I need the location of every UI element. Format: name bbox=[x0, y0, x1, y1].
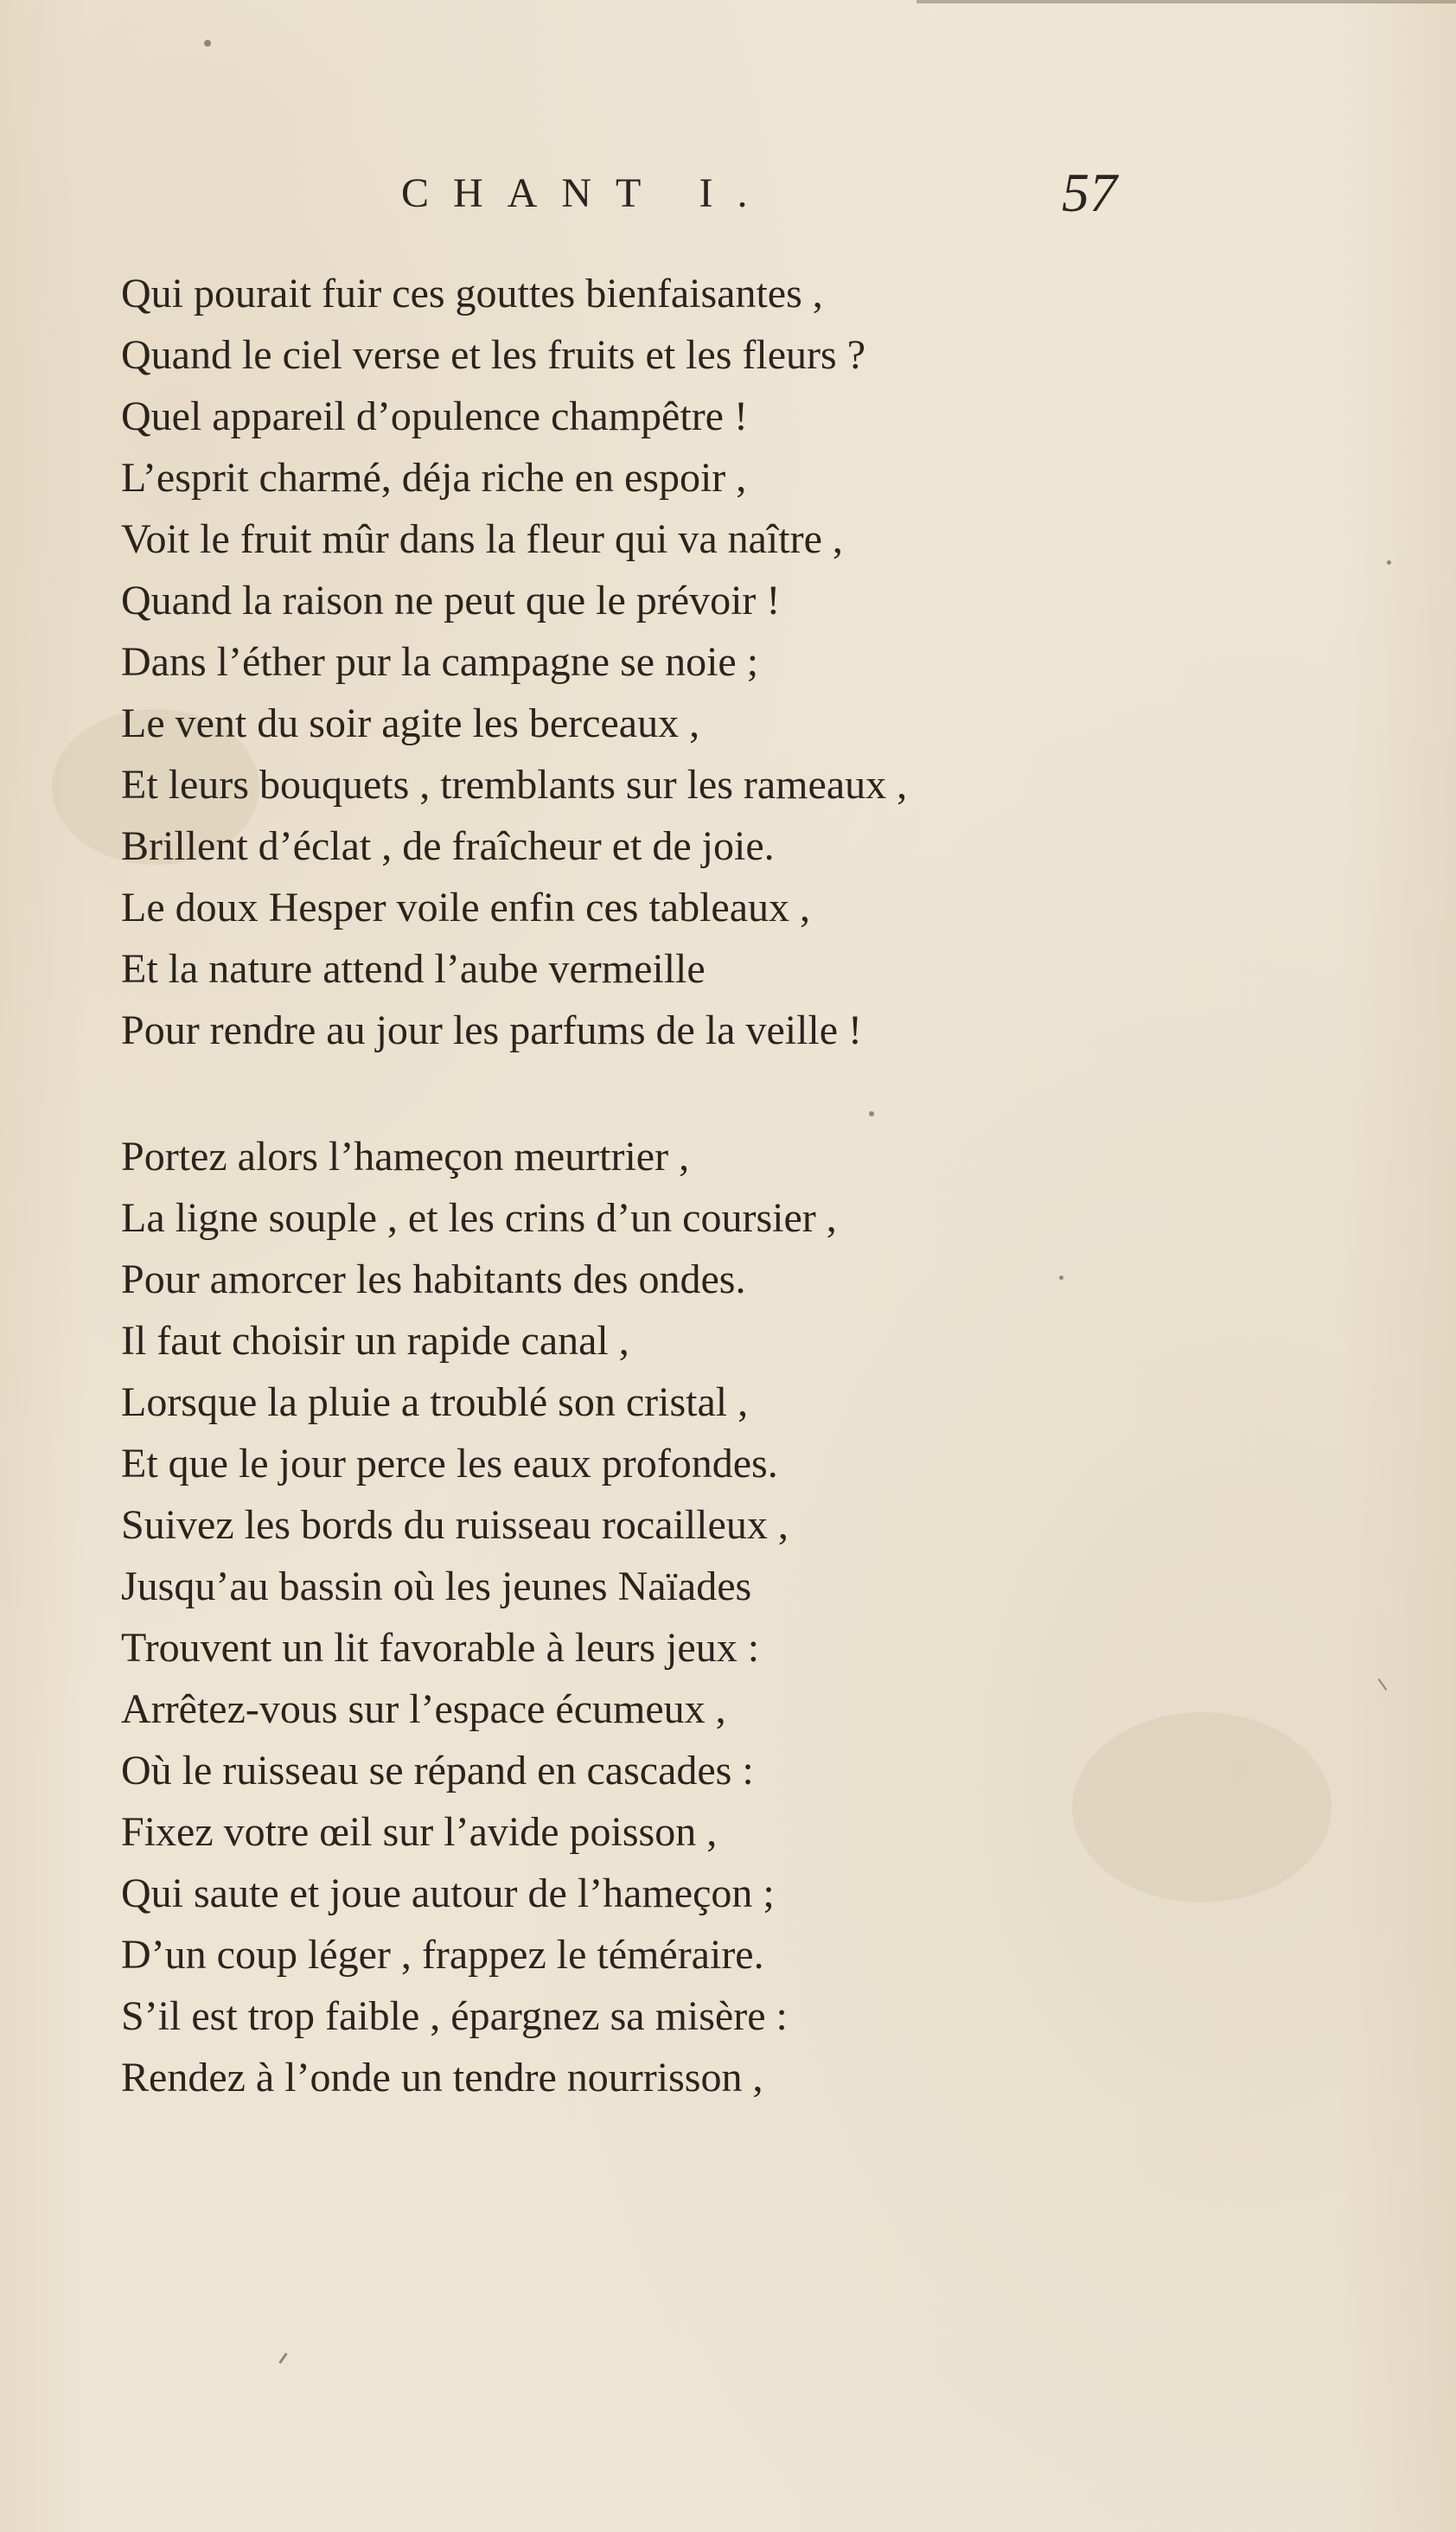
verse-line: Voit le fruit mûr dans la fleur qui va naître , bbox=[121, 516, 843, 562]
verse-line: Quand la raison ne peut que le prévoir ! bbox=[121, 578, 781, 623]
verse-line: Qui pourait fuir ces gouttes bienfaisantes , bbox=[121, 271, 823, 316]
stanza-1 bbox=[121, 263, 907, 1061]
verse-line: Arrêtez-vous sur l’espace écumeux , bbox=[121, 1686, 726, 1732]
verse-line: Fixez votre œil sur l’avide poisson , bbox=[121, 1809, 718, 1855]
verse-line: Lorsque la pluie a troublé son cristal , bbox=[121, 1379, 749, 1425]
verse-line: Et que le jour perce les eaux profondes. bbox=[121, 1441, 778, 1487]
verse-line: La ligne souple , et les crins d’un coursier , bbox=[121, 1195, 837, 1241]
top-edge-rule bbox=[916, 0, 1456, 3]
verse-line: D’un coup léger , frappez le téméraire. bbox=[121, 1932, 764, 1978]
verse-line: Et la nature attend l’aube vermeille bbox=[121, 946, 706, 992]
ink-speck bbox=[204, 40, 211, 47]
stanza-2 bbox=[121, 1126, 837, 2108]
ink-speck bbox=[1387, 560, 1391, 565]
verse-line: Pour rendre au jour les parfums de la veille ! bbox=[121, 1007, 863, 1053]
verse-line: Où le ruisseau se répand en cascades : bbox=[121, 1748, 754, 1794]
verse-line: Trouvent un lit favorable à leurs jeux : bbox=[121, 1625, 760, 1671]
verse-line: Quand le ciel verse et les fruits et les fleurs ? bbox=[121, 332, 865, 378]
verse-line: Portez alors l’hameçon meurtrier , bbox=[121, 1134, 690, 1180]
ink-speck bbox=[1378, 1678, 1388, 1691]
verse-line: Il faut choisir un rapide canal , bbox=[121, 1318, 629, 1364]
ink-speck bbox=[869, 1111, 874, 1116]
ink-speck bbox=[278, 2352, 287, 2363]
verse-line: Rendez à l’onde un tendre nourrisson , bbox=[121, 2055, 763, 2100]
verse-line: Suivez les bords du ruisseau rocailleux , bbox=[121, 1502, 789, 1548]
verse-line: Le vent du soir agite les berceaux , bbox=[121, 700, 700, 746]
ink-speck bbox=[1059, 1276, 1063, 1280]
page-number: 57 bbox=[1062, 162, 1117, 223]
verse-line: Jusqu’au bassin où les jeunes Naïades bbox=[121, 1563, 752, 1609]
verse-line: L’esprit charmé, déja riche en espoir , bbox=[121, 455, 747, 501]
verse-line: Qui saute et joue autour de l’hameçon ; bbox=[121, 1870, 775, 1916]
verse-line: S’il est trop faible , épargnez sa misère : bbox=[121, 1993, 788, 2039]
verse-line: Quel appareil d’opulence champêtre ! bbox=[121, 393, 748, 439]
paper-stain bbox=[1072, 1712, 1331, 1902]
verse-line: Dans l’éther pur la campagne se noie ; bbox=[121, 639, 759, 685]
verse-line: Et leurs bouquets , tremblants sur les rameaux , bbox=[121, 762, 908, 808]
verse-line: Le doux Hesper voile enfin ces tableaux , bbox=[121, 885, 811, 930]
verse-line: Brillent d’éclat , de fraîcheur et de joie. bbox=[121, 823, 775, 869]
verse-line: Pour amorcer les habitants des ondes. bbox=[121, 1256, 746, 1302]
running-head: CHANT I. bbox=[401, 170, 772, 216]
